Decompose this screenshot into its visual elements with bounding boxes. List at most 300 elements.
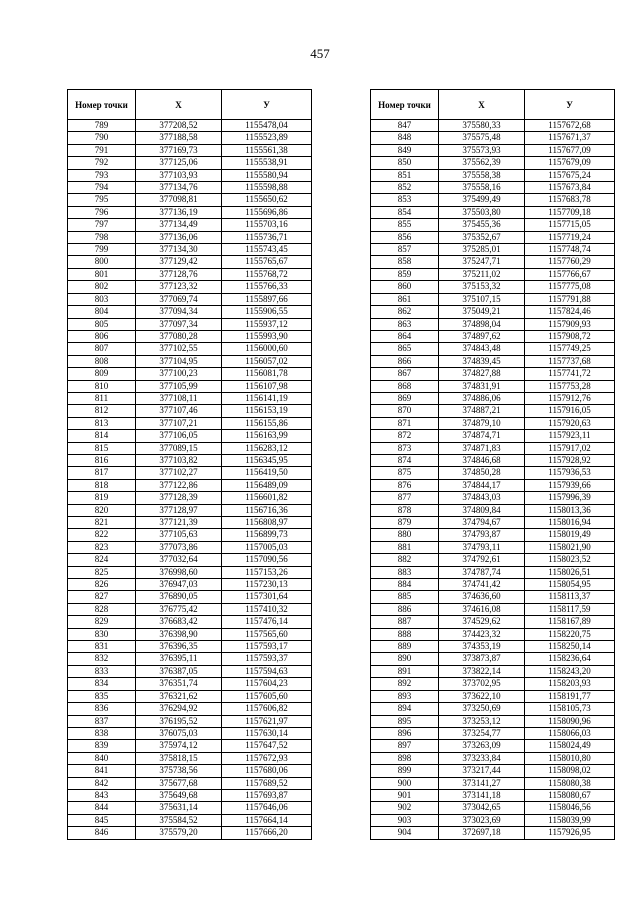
point-number-cell: 822: [68, 529, 136, 541]
y-cell: 1156419,50: [222, 467, 312, 479]
point-number-cell: 845: [68, 814, 136, 826]
table-row: [371, 306, 615, 318]
point-number-cell: 831: [68, 641, 136, 653]
x-cell: 375677,68: [136, 777, 222, 789]
table-row: [68, 789, 312, 801]
x-cell: 374827,88: [439, 368, 525, 380]
table-row: [68, 665, 312, 677]
table-row: [68, 579, 312, 591]
x-cell: 374874,71: [439, 430, 525, 442]
y-cell: 1157760,29: [525, 256, 615, 268]
table-row: [371, 219, 615, 231]
y-cell: 1155598,88: [222, 182, 312, 194]
point-number-cell: 802: [68, 281, 136, 293]
table-row: [371, 554, 615, 566]
x-cell: 375499,49: [439, 194, 525, 206]
point-number-cell: 827: [68, 591, 136, 603]
x-cell: 376890,05: [136, 591, 222, 603]
x-cell: 375562,39: [439, 157, 525, 169]
x-cell: 374898,04: [439, 318, 525, 330]
x-cell: 377128,76: [136, 268, 222, 280]
point-number-cell: 862: [371, 306, 439, 318]
point-number-cell: 901: [371, 789, 439, 801]
table-row: [68, 603, 312, 615]
y-cell: 1158026,51: [525, 566, 615, 578]
y-cell: 1158167,89: [525, 616, 615, 628]
y-cell: 1156000,60: [222, 343, 312, 355]
y-cell: 1157908,72: [525, 330, 615, 342]
x-cell: 374843,48: [439, 343, 525, 355]
point-number-cell: 833: [68, 665, 136, 677]
table-row: [68, 467, 312, 479]
table-header-row: [371, 90, 615, 120]
point-number-cell: 886: [371, 603, 439, 615]
point-number-cell: 864: [371, 330, 439, 342]
x-cell: 376683,42: [136, 616, 222, 628]
x-cell: 376195,52: [136, 715, 222, 727]
y-cell: 1157824,46: [525, 306, 615, 318]
point-number-cell: 815: [68, 442, 136, 454]
y-cell: 1157604,23: [222, 678, 312, 690]
table-row: [371, 740, 615, 752]
table-row: [371, 616, 615, 628]
point-number-cell: 844: [68, 802, 136, 814]
table-row: [68, 244, 312, 256]
header-x: Х: [439, 90, 525, 120]
point-number-cell: 793: [68, 169, 136, 181]
y-cell: 1157594,63: [222, 665, 312, 677]
x-cell: 373822,14: [439, 665, 525, 677]
table-row: [371, 368, 615, 380]
table-row: [68, 194, 312, 206]
x-cell: 374846,68: [439, 454, 525, 466]
x-cell: 373233,84: [439, 752, 525, 764]
y-cell: 1158113,37: [525, 591, 615, 603]
x-cell: 375049,21: [439, 306, 525, 318]
x-cell: 374741,42: [439, 579, 525, 591]
y-cell: 1155768,72: [222, 268, 312, 280]
y-cell: 1157593,17: [222, 641, 312, 653]
y-cell: 1155523,89: [222, 132, 312, 144]
x-cell: 375974,12: [136, 740, 222, 752]
y-cell: 1158250,14: [525, 641, 615, 653]
table-row: [68, 281, 312, 293]
y-cell: 1158090,96: [525, 715, 615, 727]
table-row: [68, 752, 312, 764]
y-cell: 1155743,45: [222, 244, 312, 256]
x-cell: 375352,67: [439, 231, 525, 243]
point-number-cell: 796: [68, 206, 136, 218]
x-cell: 374839,45: [439, 355, 525, 367]
point-number-cell: 888: [371, 628, 439, 640]
y-cell: 1156153,19: [222, 405, 312, 417]
y-cell: 1157753,28: [525, 380, 615, 392]
table-row: [371, 132, 615, 144]
y-cell: 1157917,02: [525, 442, 615, 454]
table-row: [68, 182, 312, 194]
table-row: [371, 268, 615, 280]
x-cell: 377103,82: [136, 454, 222, 466]
table-row: [371, 231, 615, 243]
point-number-cell: 821: [68, 517, 136, 529]
y-cell: 1157621,97: [222, 715, 312, 727]
point-number-cell: 810: [68, 380, 136, 392]
point-number-cell: 791: [68, 144, 136, 156]
point-number-cell: 846: [68, 827, 136, 839]
y-cell: 1157605,60: [222, 690, 312, 702]
y-cell: 1157646,06: [222, 802, 312, 814]
table-row: [371, 169, 615, 181]
y-cell: 1158021,90: [525, 541, 615, 553]
table-row: [68, 740, 312, 752]
table-row: [371, 120, 615, 132]
x-cell: 372697,18: [439, 827, 525, 839]
x-cell: 375573,93: [439, 144, 525, 156]
y-cell: 1156716,36: [222, 504, 312, 516]
table-row: [371, 802, 615, 814]
y-cell: 1155696,86: [222, 206, 312, 218]
y-cell: 1157775,08: [525, 281, 615, 293]
y-cell: 1155736,71: [222, 231, 312, 243]
y-cell: 1155766,33: [222, 281, 312, 293]
x-cell: 375575,48: [439, 132, 525, 144]
table-row: [371, 479, 615, 491]
x-cell: 377136,19: [136, 206, 222, 218]
table-header-row: [68, 90, 312, 120]
table-row: [68, 504, 312, 516]
point-number-cell: 853: [371, 194, 439, 206]
y-cell: 1157410,32: [222, 603, 312, 615]
point-number-cell: 799: [68, 244, 136, 256]
table-row: [68, 517, 312, 529]
x-cell: 376395,11: [136, 653, 222, 665]
table-row: [371, 504, 615, 516]
y-cell: 1158080,67: [525, 789, 615, 801]
point-number-cell: 874: [371, 454, 439, 466]
point-number-cell: 841: [68, 765, 136, 777]
point-number-cell: 813: [68, 417, 136, 429]
x-cell: 377121,39: [136, 517, 222, 529]
table-row: [371, 827, 615, 839]
y-cell: 1157719,24: [525, 231, 615, 243]
y-cell: 1158013,36: [525, 504, 615, 516]
y-cell: 1156081,78: [222, 368, 312, 380]
table-row: [68, 541, 312, 553]
point-number-cell: 890: [371, 653, 439, 665]
table-row: [68, 616, 312, 628]
x-cell: 373023,69: [439, 814, 525, 826]
x-cell: 377098,81: [136, 194, 222, 206]
point-number-cell: 795: [68, 194, 136, 206]
y-cell: 1158243,20: [525, 665, 615, 677]
y-cell: 1158066,03: [525, 727, 615, 739]
x-cell: 377094,34: [136, 306, 222, 318]
x-cell: 374809,84: [439, 504, 525, 516]
y-cell: 1157647,52: [222, 740, 312, 752]
x-cell: 377100,23: [136, 368, 222, 380]
x-cell: 374850,28: [439, 467, 525, 479]
point-number-cell: 889: [371, 641, 439, 653]
point-number-cell: 859: [371, 268, 439, 280]
table-row: [371, 603, 615, 615]
x-cell: 374879,10: [439, 417, 525, 429]
y-cell: 1157090,56: [222, 554, 312, 566]
table-row: [371, 653, 615, 665]
y-cell: 1155937,12: [222, 318, 312, 330]
point-number-cell: 828: [68, 603, 136, 615]
x-cell: 375580,33: [439, 120, 525, 132]
x-cell: 374843,03: [439, 492, 525, 504]
y-cell: 1158080,38: [525, 777, 615, 789]
y-cell: 1157677,09: [525, 144, 615, 156]
table-row: [371, 541, 615, 553]
x-cell: 376775,42: [136, 603, 222, 615]
point-number-cell: 877: [371, 492, 439, 504]
x-cell: 374787,74: [439, 566, 525, 578]
point-number-cell: 838: [68, 727, 136, 739]
point-number-cell: 840: [68, 752, 136, 764]
x-cell: 374793,11: [439, 541, 525, 553]
x-cell: 377104,95: [136, 355, 222, 367]
x-cell: 377123,32: [136, 281, 222, 293]
point-number-cell: 851: [371, 169, 439, 181]
x-cell: 374636,60: [439, 591, 525, 603]
table-row: [371, 430, 615, 442]
point-number-cell: 800: [68, 256, 136, 268]
y-cell: 1158236,64: [525, 653, 615, 665]
y-cell: 1157749,25: [525, 343, 615, 355]
x-cell: 377073,86: [136, 541, 222, 553]
y-cell: 1157996,39: [525, 492, 615, 504]
table-row: [68, 318, 312, 330]
table-row: [68, 430, 312, 442]
table-row: [68, 492, 312, 504]
point-number-cell: 865: [371, 343, 439, 355]
point-number-cell: 904: [371, 827, 439, 839]
table-row: [371, 417, 615, 429]
point-number-cell: 820: [68, 504, 136, 516]
point-number-cell: 812: [68, 405, 136, 417]
point-number-cell: 805: [68, 318, 136, 330]
x-cell: 373042,65: [439, 802, 525, 814]
x-cell: 377105,63: [136, 529, 222, 541]
table-row: [371, 144, 615, 156]
table-row: [371, 715, 615, 727]
table-row: [371, 665, 615, 677]
point-number-cell: 868: [371, 380, 439, 392]
point-number-cell: 870: [371, 405, 439, 417]
y-cell: 1157673,84: [525, 182, 615, 194]
point-number-cell: 816: [68, 454, 136, 466]
x-cell: 377107,21: [136, 417, 222, 429]
table-row: [68, 268, 312, 280]
point-number-cell: 856: [371, 231, 439, 243]
y-cell: 1157936,53: [525, 467, 615, 479]
y-cell: 1157606,82: [222, 703, 312, 715]
point-number-cell: 829: [68, 616, 136, 628]
table-row: [68, 678, 312, 690]
table-row: [371, 244, 615, 256]
point-number-cell: 899: [371, 765, 439, 777]
x-cell: 377129,42: [136, 256, 222, 268]
point-number-cell: 884: [371, 579, 439, 591]
y-cell: 1157476,14: [222, 616, 312, 628]
y-cell: 1158203,93: [525, 678, 615, 690]
x-cell: 376321,62: [136, 690, 222, 702]
point-number-cell: 852: [371, 182, 439, 194]
table-row: [68, 690, 312, 702]
table-row: [371, 517, 615, 529]
y-cell: 1158024,49: [525, 740, 615, 752]
point-number-cell: 860: [371, 281, 439, 293]
x-cell: 373702,95: [439, 678, 525, 690]
y-cell: 1155580,94: [222, 169, 312, 181]
point-number-cell: 895: [371, 715, 439, 727]
x-cell: 375649,68: [136, 789, 222, 801]
point-number-cell: 875: [371, 467, 439, 479]
point-number-cell: 871: [371, 417, 439, 429]
table-row: [371, 777, 615, 789]
point-number-cell: 808: [68, 355, 136, 367]
point-number-cell: 835: [68, 690, 136, 702]
x-cell: 377134,76: [136, 182, 222, 194]
y-cell: 1157680,06: [222, 765, 312, 777]
point-number-cell: 826: [68, 579, 136, 591]
x-cell: 375455,36: [439, 219, 525, 231]
x-cell: 377108,11: [136, 392, 222, 404]
y-cell: 1157689,52: [222, 777, 312, 789]
table-row: [371, 380, 615, 392]
y-cell: 1158105,73: [525, 703, 615, 715]
table-row: [371, 529, 615, 541]
y-cell: 1158019,49: [525, 529, 615, 541]
point-number-cell: 850: [371, 157, 439, 169]
table-row: [68, 157, 312, 169]
point-number-cell: 817: [68, 467, 136, 479]
table-row: [371, 293, 615, 305]
table-row: [371, 467, 615, 479]
table-row: [68, 765, 312, 777]
x-cell: 374897,62: [439, 330, 525, 342]
y-cell: 1158191,77: [525, 690, 615, 702]
point-number-cell: 832: [68, 653, 136, 665]
x-cell: 374616,08: [439, 603, 525, 615]
table-row: [371, 206, 615, 218]
y-cell: 1157565,60: [222, 628, 312, 640]
y-cell: 1157928,92: [525, 454, 615, 466]
table-row: [68, 703, 312, 715]
x-cell: 373141,27: [439, 777, 525, 789]
table-row: [371, 256, 615, 268]
y-cell: 1157909,93: [525, 318, 615, 330]
y-cell: 1158046,56: [525, 802, 615, 814]
y-cell: 1157630,14: [222, 727, 312, 739]
y-cell: 1158054,95: [525, 579, 615, 591]
table-row: [68, 231, 312, 243]
point-number-cell: 825: [68, 566, 136, 578]
x-cell: 376075,03: [136, 727, 222, 739]
y-cell: 1155906,55: [222, 306, 312, 318]
y-cell: 1157675,24: [525, 169, 615, 181]
x-cell: 373263,09: [439, 740, 525, 752]
y-cell: 1155561,38: [222, 144, 312, 156]
point-number-cell: 866: [371, 355, 439, 367]
table-row: [68, 405, 312, 417]
y-cell: 1156899,73: [222, 529, 312, 541]
table-row: [371, 330, 615, 342]
table-row: [371, 727, 615, 739]
table-row: [68, 256, 312, 268]
x-cell: 374844,17: [439, 479, 525, 491]
point-number-cell: 839: [68, 740, 136, 752]
x-cell: 375631,14: [136, 802, 222, 814]
x-cell: 376387,05: [136, 665, 222, 677]
point-number-cell: 804: [68, 306, 136, 318]
point-number-cell: 848: [371, 132, 439, 144]
table-row: [68, 343, 312, 355]
point-number-cell: 792: [68, 157, 136, 169]
point-number-cell: 847: [371, 120, 439, 132]
x-cell: 377107,46: [136, 405, 222, 417]
header-y: У: [222, 90, 312, 120]
table-row: [68, 417, 312, 429]
x-cell: 376398,90: [136, 628, 222, 640]
y-cell: 1158098,02: [525, 765, 615, 777]
point-number-cell: 898: [371, 752, 439, 764]
point-number-cell: 855: [371, 219, 439, 231]
coordinates-table-right: [370, 89, 615, 840]
point-number-cell: 857: [371, 244, 439, 256]
x-cell: 377136,06: [136, 231, 222, 243]
x-cell: 377208,52: [136, 120, 222, 132]
x-cell: 375738,56: [136, 765, 222, 777]
table-row: [68, 206, 312, 218]
table-row: [371, 628, 615, 640]
point-number-cell: 897: [371, 740, 439, 752]
y-cell: 1157920,63: [525, 417, 615, 429]
point-number-cell: 801: [68, 268, 136, 280]
y-cell: 1157926,95: [525, 827, 615, 839]
x-cell: 374423,32: [439, 628, 525, 640]
y-cell: 1156808,97: [222, 517, 312, 529]
table-row: [68, 628, 312, 640]
table-row: [68, 591, 312, 603]
y-cell: 1157230,13: [222, 579, 312, 591]
table-row: [68, 306, 312, 318]
y-cell: 1155765,67: [222, 256, 312, 268]
x-cell: 375558,38: [439, 169, 525, 181]
y-cell: 1158010,80: [525, 752, 615, 764]
point-number-cell: 873: [371, 442, 439, 454]
y-cell: 1156155,86: [222, 417, 312, 429]
x-cell: 374792,61: [439, 554, 525, 566]
point-number-cell: 794: [68, 182, 136, 194]
y-cell: 1156141,19: [222, 392, 312, 404]
point-number-cell: 814: [68, 430, 136, 442]
point-number-cell: 883: [371, 566, 439, 578]
point-number-cell: 849: [371, 144, 439, 156]
x-cell: 375211,02: [439, 268, 525, 280]
y-cell: 1156163,99: [222, 430, 312, 442]
x-cell: 377188,58: [136, 132, 222, 144]
point-number-cell: 892: [371, 678, 439, 690]
y-cell: 1156107,98: [222, 380, 312, 392]
point-number-cell: 837: [68, 715, 136, 727]
table-row: [371, 678, 615, 690]
point-number-cell: 891: [371, 665, 439, 677]
point-number-cell: 798: [68, 231, 136, 243]
x-cell: 375285,01: [439, 244, 525, 256]
